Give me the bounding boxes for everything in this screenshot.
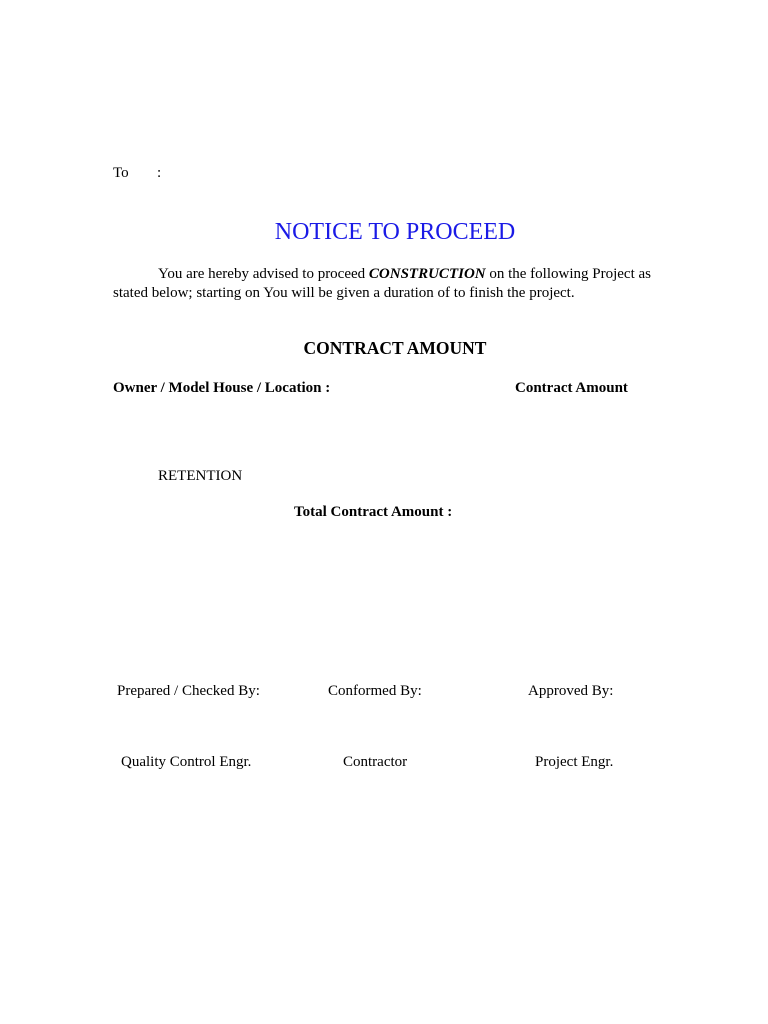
to-label: To (113, 165, 129, 181)
approved-by-label: Approved By: (528, 683, 614, 699)
conformed-by-label: Conformed By: (328, 683, 422, 699)
quality-control-engineer-role: Quality Control Engr. (121, 754, 252, 770)
total-contract-amount-label: Total Contract Amount : (294, 504, 453, 520)
intro-paragraph (113, 265, 673, 303)
contract-amount-heading: CONTRACT AMOUNT (303, 338, 487, 358)
document-title: NOTICE TO PROCEED (274, 219, 516, 245)
retention-label: RETENTION (158, 468, 243, 484)
owner-column-header: Owner / Model House / Location : (113, 380, 331, 396)
project-engineer-role: Project Engr. (535, 754, 614, 770)
intro-paragraph-suffix: on the following Project as stated below; starting on You will be given a duration of to finish the project. (113, 266, 651, 301)
intro-paragraph-emphasis: CONSTRUCTION (368, 266, 486, 282)
to-colon: : (157, 165, 162, 181)
prepared-by-label: Prepared / Checked By: (117, 683, 260, 699)
contract-amount-column-header: Contract Amount (515, 380, 628, 396)
intro-paragraph-prefix: You are hereby advised to proceed (158, 266, 369, 282)
contractor-role: Contractor (343, 754, 408, 770)
